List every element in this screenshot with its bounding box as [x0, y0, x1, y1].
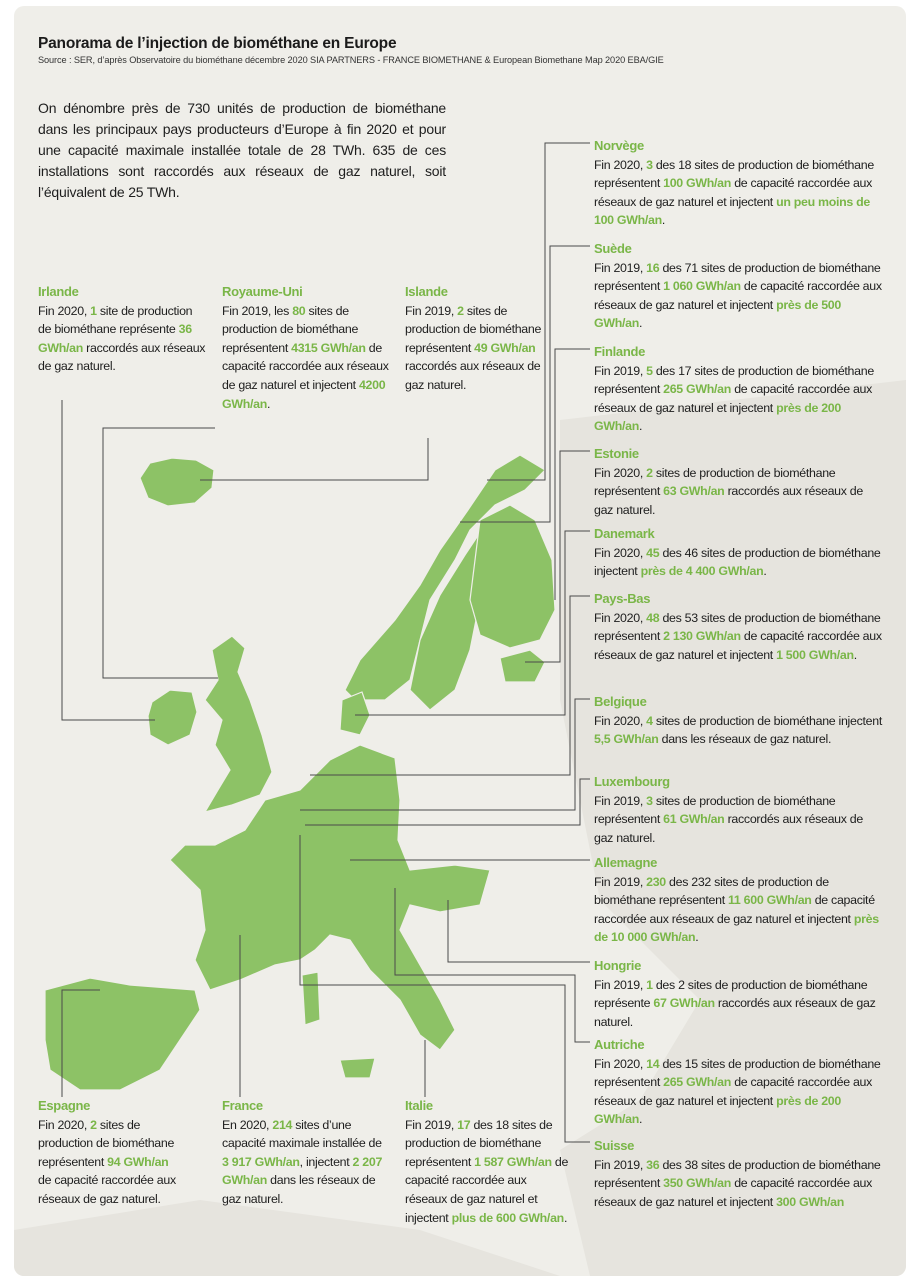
highlighted-value: près de 200 GWh/an	[594, 1093, 841, 1127]
highlighted-value: 11 600 GWh/an	[728, 893, 812, 908]
country-callout-royaume-uni	[222, 283, 390, 413]
callout-text: de capacité raccordée aux réseaux de gaz naturel et injectent	[594, 279, 882, 312]
callout-text: En 2020,	[222, 1117, 273, 1132]
callout-text: Fin 2019,	[594, 793, 647, 808]
callout-text: .	[661, 213, 666, 228]
callout-text: des 232 sites de production de biométhane représentent	[594, 874, 829, 908]
highlighted-value: 265 GWh/an	[663, 382, 732, 397]
highlighted-value: 3	[646, 157, 653, 172]
callout-text: sites de production de biométhane représentent	[594, 465, 836, 499]
producing-countries	[45, 455, 555, 1090]
highlighted-value: 4315 GWh/an	[291, 340, 366, 355]
callout-text: de capacité raccordée aux réseaux de gaz naturel et injectent	[594, 1075, 873, 1108]
highlighted-value: 49 GWh/an	[474, 340, 536, 355]
country-callout-irlande	[38, 283, 208, 376]
country-callout-belgique	[594, 693, 884, 749]
highlighted-value: près de 200 GWh/an	[594, 400, 841, 434]
callout-text: Fin 2020,	[38, 1117, 91, 1132]
highlighted-value: 5	[646, 363, 653, 378]
callout-text: Fin 2020,	[594, 157, 647, 172]
callout-text: des 18 sites de production de biométhane représentent	[405, 1117, 553, 1169]
callout-text: .	[763, 564, 767, 579]
highlighted-value: 2	[646, 465, 653, 480]
finland-shape	[470, 505, 555, 648]
callout-text: de capacité raccordée aux réseaux de gaz naturel et injectent	[405, 1154, 569, 1225]
country-callout-estonie	[594, 445, 884, 519]
country-callout-suede	[594, 240, 884, 333]
country-name: Islande	[405, 284, 448, 299]
callout-text: sites de production de biométhane injectent	[652, 713, 882, 728]
callout-text: .	[563, 1210, 568, 1225]
country-name: Luxembourg	[594, 774, 670, 789]
highlighted-value: 2 207 GWh/an	[222, 1154, 383, 1188]
page-title: Panorama de l’injection de biométhane en Europe	[38, 35, 397, 52]
callout-text: .	[639, 1112, 643, 1127]
highlighted-value: 48	[646, 610, 660, 625]
uk-shape	[205, 636, 272, 812]
callout-text: de capacité raccordée aux réseaux de gaz naturel et injectent	[222, 340, 389, 392]
country-callout-finlande	[594, 343, 884, 436]
sicily-shape	[340, 1058, 375, 1078]
highlighted-value: près de 10 000 GWh/an	[594, 911, 879, 945]
country-callout-pays-bas	[594, 590, 884, 664]
callout-text: Fin 2020,	[594, 1056, 647, 1071]
highlighted-value: 3 917 GWh/an	[222, 1154, 300, 1169]
iceland-shape	[140, 458, 214, 506]
callout-text: de capacité raccordée aux réseaux de gaz naturel et injectent	[594, 629, 882, 662]
country-name: Pays-Bas	[594, 591, 651, 606]
highlighted-value: 230	[646, 874, 666, 889]
highlighted-value: 67 GWh/an	[653, 996, 715, 1011]
highlighted-value: 36 GWh/an	[38, 322, 192, 355]
country-name: Allemagne	[594, 855, 658, 870]
callout-text: Fin 2020,	[594, 465, 647, 480]
callout-text: des 38 sites de production de biométhane représentent	[594, 1157, 881, 1191]
country-name: Espagne	[38, 1098, 91, 1113]
highlighted-value: 5,5 GWh/an	[594, 732, 659, 747]
callout-text: des 18 sites de production de biométhane représentent	[594, 157, 874, 191]
callout-text: raccordés aux réseaux de gaz naturel.	[594, 996, 876, 1029]
callout-text: de capacité raccordée aux réseaux de gaz naturel et injectent	[594, 1176, 873, 1209]
highlighted-value: 1 060 GWh/an	[663, 279, 741, 294]
source-note: Source : SER, d’après Observatoire du biométhane décembre 2020 SIA PARTNERS - FRANCE BIOMETHANE & European Biomethane Map 2020 EBA/GIE	[38, 55, 664, 65]
country-callout-danemark	[594, 525, 884, 581]
callout-text: de capacité raccordée aux réseaux de gaz naturel et injectent	[594, 176, 873, 209]
highlighted-value: 14	[646, 1056, 660, 1071]
callout-text: Fin 2020,	[38, 303, 91, 318]
callout-text: Fin 2019, les	[222, 303, 293, 318]
country-callout-luxembourg	[594, 773, 884, 847]
callout-text: Fin 2019,	[405, 303, 458, 318]
highlighted-value: 300 GWh/an	[776, 1194, 844, 1209]
spain-shape	[45, 978, 200, 1090]
highlighted-value: 1	[646, 977, 653, 992]
country-name: Belgique	[594, 694, 647, 709]
highlighted-value: 36	[646, 1157, 660, 1172]
callout-text: raccordés aux réseaux de gaz naturel.	[594, 812, 863, 845]
callout-text: de capacité raccordée aux réseaux de gaz naturel et injectent	[594, 382, 873, 415]
country-name: Norvège	[594, 138, 644, 153]
intro-paragraph: On dénombre près de 730 unités de production de biométhane dans les principaux pays producteurs d’Europe à fin 2020 et pour une capacité maximale installée totale de 28 TWh. 635 de ces installations sont raccordés aux réseaux de gaz naturel, soit l’équivalent de 25 TWh.	[38, 100, 446, 200]
callout-text: raccordés aux réseaux de gaz naturel.	[405, 359, 541, 392]
country-name: Suède	[594, 241, 632, 256]
highlighted-value: 265 GWh/an	[663, 1075, 732, 1090]
highlighted-value: 1 587 GWh/an	[474, 1154, 552, 1169]
country-callout-autriche	[594, 1036, 884, 1129]
highlighted-value: un peu moins de 100 GWh/an	[594, 194, 871, 228]
highlighted-value: 63 GWh/an	[663, 484, 725, 499]
callout-text: .	[853, 647, 857, 662]
highlighted-value: 80	[292, 303, 306, 318]
callout-text: raccordés aux réseaux de gaz naturel.	[594, 484, 863, 517]
highlighted-value: 94 GWh/an	[107, 1154, 169, 1169]
country-name: Hongrie	[594, 958, 642, 973]
leader-line-hongrie	[448, 900, 590, 962]
highlighted-value: 45	[646, 545, 660, 560]
callout-text: des 17 sites de production de biométhane représentent	[594, 363, 874, 397]
callout-text: .	[695, 930, 699, 945]
callout-text: Fin 2019,	[594, 874, 647, 889]
callout-text: des 71 sites de production de biométhane représentent	[594, 260, 881, 294]
highlighted-value: 214	[272, 1117, 293, 1132]
country-callout-italie	[405, 1097, 570, 1227]
callout-text: des 2 sites de production de biométhane représente	[594, 977, 868, 1011]
callout-text: sites d’une capacité maximale installée de	[222, 1117, 382, 1151]
highlighted-value: 16	[646, 260, 660, 275]
callout-text: Fin 2019,	[594, 363, 647, 378]
leader-line-islande	[200, 438, 428, 480]
leader-line-irlande	[62, 400, 155, 720]
highlighted-value: près de 4 400 GWh/an	[640, 564, 764, 579]
highlighted-value: 17	[457, 1117, 471, 1132]
highlighted-value: 1 500 GWh/an	[776, 647, 854, 662]
callout-text: sites de production de biométhane représentent	[594, 793, 836, 827]
country-name: Irlande	[38, 284, 79, 299]
country-name: Autriche	[594, 1037, 645, 1052]
sardinia-shape	[302, 972, 320, 1025]
estonia-shape	[500, 650, 545, 682]
callout-text: Fin 2019,	[594, 977, 647, 992]
callout-text: site de production de biométhane représente	[38, 303, 193, 337]
callout-text: de capacité raccordée aux réseaux de gaz naturel et injectent	[594, 893, 875, 926]
callout-text: de capacité raccordée aux réseaux de gaz naturel.	[38, 1173, 176, 1206]
ireland-shape	[148, 690, 197, 745]
callout-text: Fin 2019,	[405, 1117, 458, 1132]
highlighted-value: 4200 GWh/an	[222, 377, 386, 411]
country-name: Italie	[405, 1098, 433, 1113]
country-callout-islande	[405, 283, 545, 395]
country-name: Estonie	[594, 446, 639, 461]
country-callout-norvege	[594, 137, 884, 230]
callout-text: Fin 2019,	[594, 1157, 647, 1172]
country-callout-allemagne	[594, 854, 884, 947]
country-callout-suisse	[594, 1137, 884, 1211]
highlighted-value: près de 500 GWh/an	[594, 297, 841, 331]
highlighted-value: 350 GWh/an	[663, 1176, 732, 1191]
callout-text: sites de production de biométhane représentent	[405, 303, 542, 355]
callout-text: Fin 2020,	[594, 545, 647, 560]
country-name: Suisse	[594, 1138, 635, 1153]
callout-text: Fin 2020,	[594, 713, 647, 728]
country-name: Danemark	[594, 526, 655, 541]
callout-text: Fin 2020,	[594, 610, 647, 625]
highlighted-value: plus de 600 GWh/an	[451, 1210, 564, 1225]
highlighted-value: 61 GWh/an	[663, 812, 725, 827]
callout-text: des 46 sites de production de biométhane injectent	[594, 545, 881, 579]
highlighted-value: 2	[90, 1117, 97, 1132]
country-name: France	[222, 1098, 263, 1113]
highlighted-value: 100 GWh/an	[663, 176, 732, 191]
callout-text: , injectent	[299, 1154, 353, 1169]
callout-text: sites de production de biométhane représentent	[38, 1117, 175, 1169]
highlighted-value: 4	[646, 713, 653, 728]
callout-text: raccordés aux réseaux de gaz naturel.	[38, 340, 206, 374]
callout-text: sites de production de biométhane représentent	[222, 303, 359, 355]
country-callout-france	[222, 1097, 387, 1209]
callout-text: .	[639, 316, 643, 331]
country-name: Royaume-Uni	[222, 284, 303, 299]
callout-text: dans les réseaux de gaz naturel.	[222, 1173, 376, 1206]
highlighted-value: 3	[646, 793, 653, 808]
highlighted-value: 2	[457, 303, 464, 318]
highlighted-value: 1	[90, 303, 97, 318]
country-callout-hongrie	[594, 957, 884, 1031]
callout-text: .	[267, 396, 271, 411]
callout-text: Fin 2019,	[594, 260, 647, 275]
callout-text: .	[639, 419, 643, 434]
country-callout-espagne	[38, 1097, 178, 1209]
highlighted-value: 2 130 GWh/an	[663, 629, 741, 644]
callout-text: dans les réseaux de gaz naturel.	[658, 732, 832, 747]
callout-text: des 53 sites de production de biométhane représentent	[594, 610, 881, 644]
country-name: Finlande	[594, 344, 646, 359]
callout-text: des 15 sites de production de biométhane représentent	[594, 1056, 881, 1090]
